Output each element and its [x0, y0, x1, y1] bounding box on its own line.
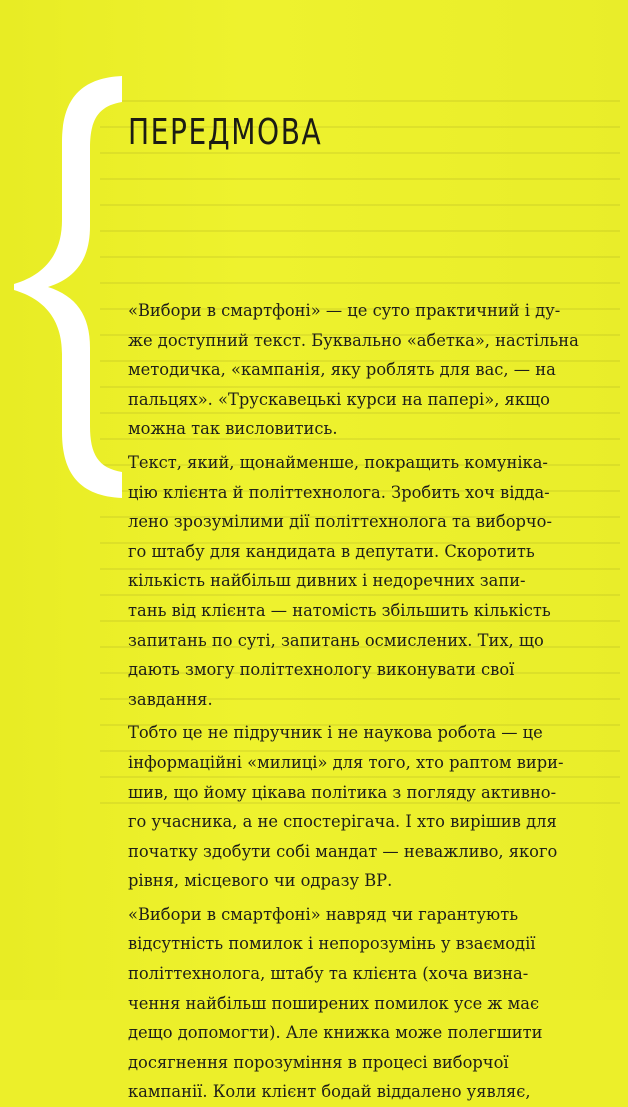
text-line: «Вибори в смартфоні» — це суто практичний і ду-: [128, 301, 561, 320]
text-line: методичка, «кампанія, яку роблять для вас, — на: [128, 360, 556, 380]
text-line: відсутність помилок і непорозумінь у взаємодії: [128, 934, 536, 954]
text-line: цію клієнта й політтехнолога. Зробить хоч віддa-: [128, 482, 550, 502]
text-line: пальцях». «Трускавецькі курси на папері», якщо: [128, 389, 550, 409]
text-line: го штабу для кандидата в депутати. Скоротить: [128, 541, 535, 561]
text-line: тань від клієнта — натомість збільшить кількість: [128, 600, 551, 620]
page-title: ПЕРЕДМОВА: [128, 112, 323, 153]
text-line: кампанії. Коли клієнт бодай віддалено уявляє,: [128, 1082, 531, 1102]
text-line: завдання.: [128, 689, 213, 709]
text-line: політтехнолога, штабу та клієнта (хоча визна-: [128, 964, 529, 984]
paragraph: [128, 296, 579, 444]
text-line: рівня, місцевого чи одразу ВР.: [128, 871, 393, 891]
text-line: дають змогу політтехнологу виконувати свої: [128, 660, 515, 680]
body-text: [128, 296, 579, 1107]
text-line: Текст, який, щонайменше, покращить комуніка-: [128, 452, 548, 472]
text-line: Тобто це не підручник і не наукова робота — це: [128, 723, 543, 743]
text-line: «Вибори в смартфоні» навряд чи гарантують: [128, 904, 519, 924]
paragraph: [128, 718, 564, 896]
text-line: го учасника, а не спостерігача. І хто вирішив для: [128, 812, 557, 832]
text-line: шив, що йому цікава політика з погляду активно-: [128, 782, 557, 802]
text-line: можна так висловитись.: [128, 419, 338, 439]
text-line: інформаційні «милиці» для того, хто раптом вири-: [128, 752, 564, 772]
text-line: досягнення порозуміння в процесі виборчої: [128, 1052, 509, 1072]
text-line: же доступний текст. Буквально «абетка», настільна: [128, 330, 579, 350]
text-line: лено зрозумілими дії політтехнолога та виборчо-: [128, 512, 552, 532]
text-line: запитань по суті, запитань осмислених. Тих, що: [128, 630, 544, 650]
text-line: дещо допомогти). Але книжка може полегшити: [128, 1023, 543, 1043]
text-line: початку здобути собі мандат — неважливо, якого: [128, 841, 558, 861]
text-line: кількість найбільш дивних і недоречних запи-: [128, 571, 526, 591]
paragraph: [128, 448, 552, 714]
paragraph: [128, 900, 543, 1107]
curly-brace-icon: [10, 70, 130, 500]
text-line: чення найбільш поширених помилок усе ж має: [128, 993, 540, 1013]
